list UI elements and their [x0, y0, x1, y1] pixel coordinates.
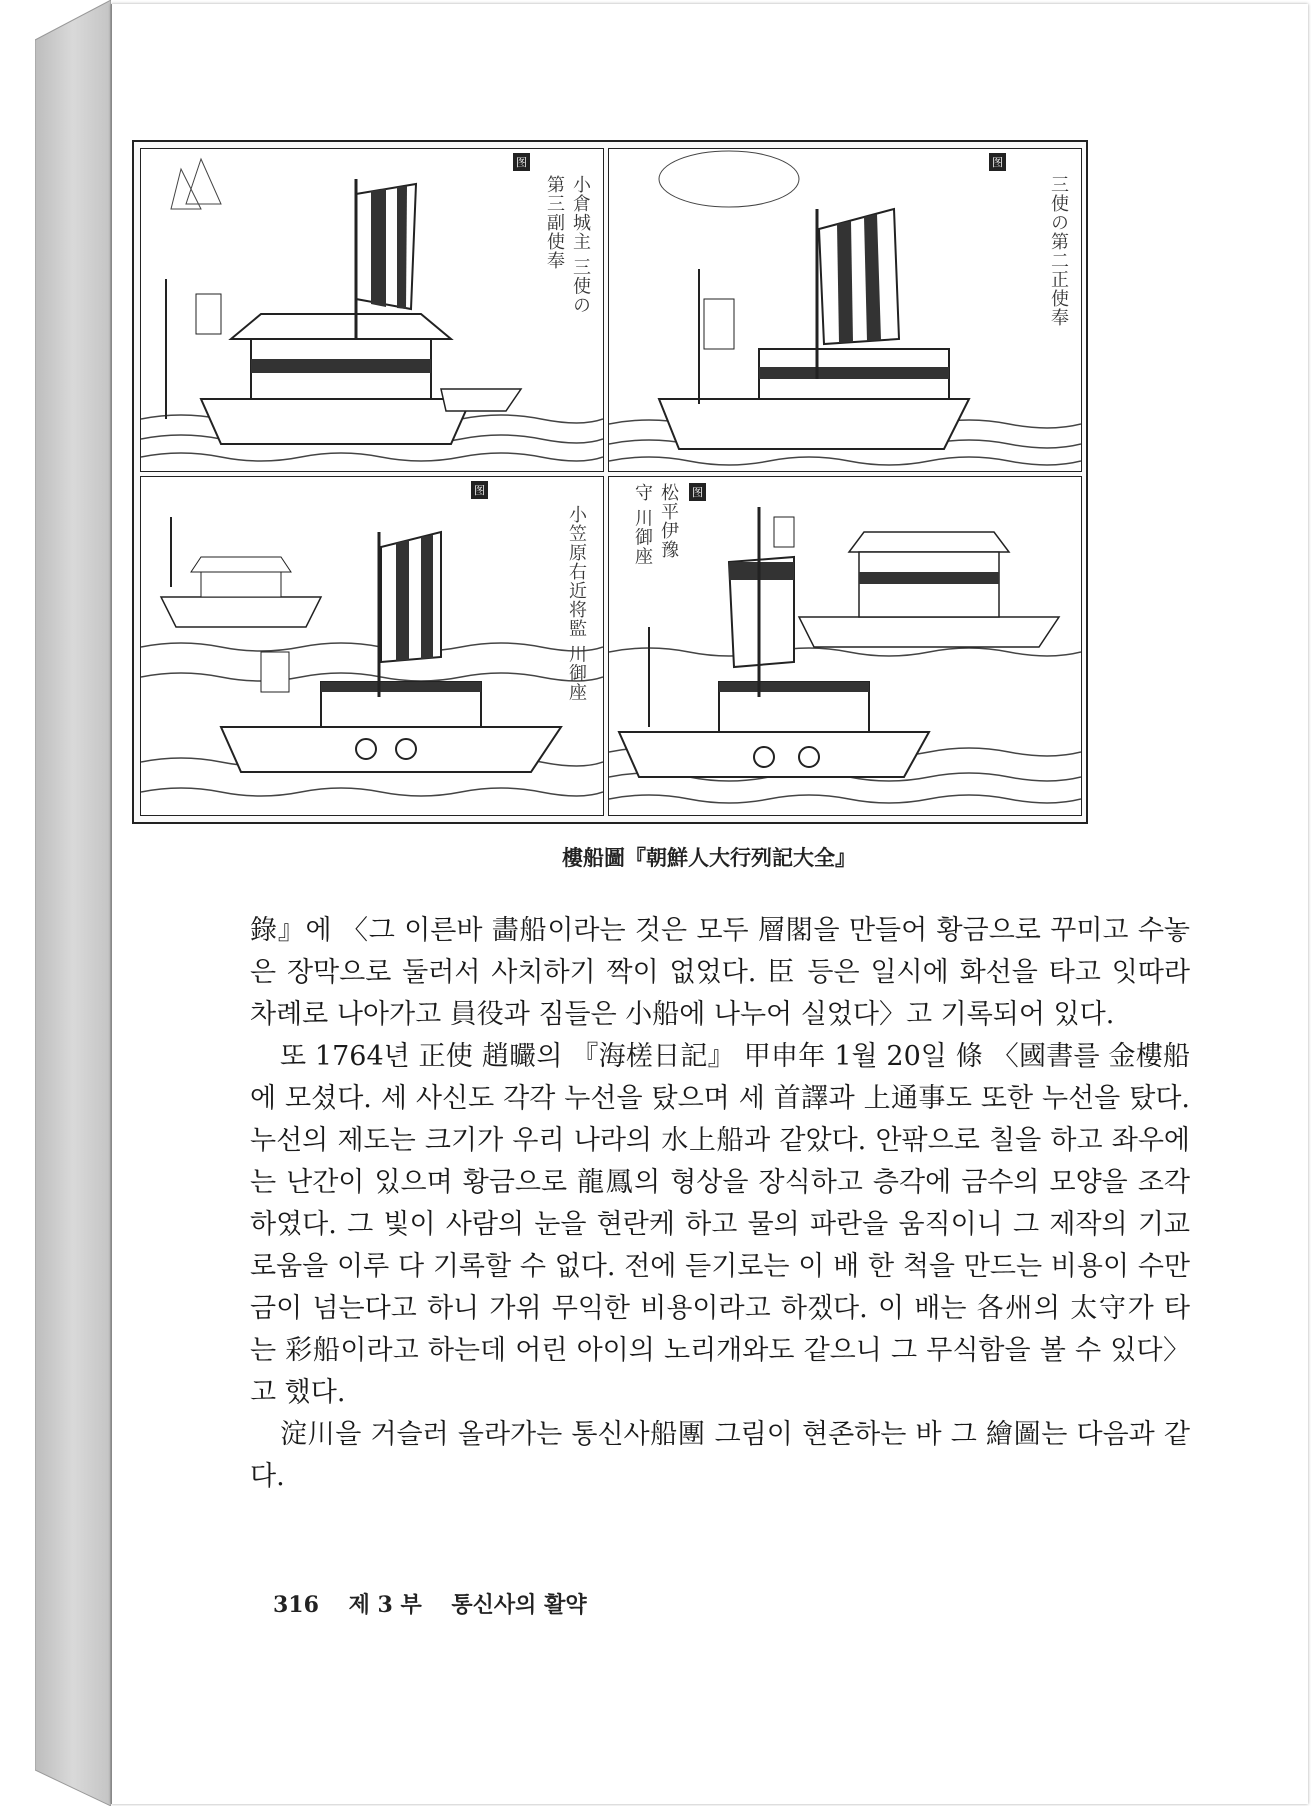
panel-top-right [608, 148, 1082, 472]
ship-illustration-figure [132, 140, 1088, 824]
ship-drawing-top-left [141, 149, 603, 471]
page-footer [273, 1588, 609, 1619]
panel-mark: 图 [513, 153, 530, 171]
page-number: 316 [273, 1592, 319, 1618]
panel-bottom-right [608, 476, 1082, 816]
figure-caption: 樓船圖『朝鮮人大行列記大全』 [562, 845, 856, 870]
paragraph: 또 1764년 正使 趙曮의 『海槎日記』 甲申年 1월 20일 條 〈國書를 金樓船에 모셨다. 세 사신도 각각 누선을 탔으며 세 首譯과 上通事도 또한 누선을 탔다. 누선의 제도는 크기가 우리 나라의 水上船과 같았다. 안팎으로 칠을 하고 좌우에는 난간이 있으며 황금으로 龍鳳의 형상을 장식하고 층각에 금수의 모양을 조각하였다. 그 빛이 사람의 눈을 현란케 하고 물의 파란을 움직이니 그 제작의 기교로움을 이루 다 기록할 수 없다. 전에 듣기로는 이 배 한 척을 만드는 비용이 수만금이 넘는다고 하니 가위 무익한 비용이라고 하겠다. 이 배는 各州의 太守가 타는 彩船이라고 하는데 어린 아이의 노리개와도 같으니 그 무식함을 볼 수 있다〉고 했다. [250, 1041, 1190, 1408]
book-spine [35, 0, 111, 1806]
body-text [250, 910, 1190, 1498]
panel-mark: 图 [471, 481, 488, 499]
panel-bottom-left [140, 476, 604, 816]
panel-inscription: 三使の第二正使奉 [1048, 175, 1069, 327]
part-label: 제 3 부 [348, 1592, 422, 1618]
panel-mark: 图 [989, 153, 1006, 171]
panel-mark: 图 [689, 483, 706, 501]
paragraph: 錄』에 〈그 이른바 畵船이라는 것은 모두 層閣을 만들어 황금으로 꾸미고 수놓은 장막으로 둘러서 사치하기 짝이 없었다. 臣 등은 일시에 화선을 타고 잇따라 차례로 나아가고 員役과 짐들은 小船에 나누어 실었다〉고 기록되어 있다. [250, 915, 1190, 1030]
ship-drawing-top-right [609, 149, 1081, 471]
paragraph: 淀川을 거슬러 올라가는 통신사船團 그림이 현존하는 바 그 繪圖는 다음과 같다. [250, 1419, 1190, 1492]
panel-inscription: 小笠原右近将監 川御座 [566, 505, 587, 702]
ship-drawing-bottom-left [141, 477, 603, 815]
panel-inscription: 松平伊豫守 川御座 [632, 483, 679, 566]
panel-inscription: 小倉城主 三使の第三副使奉 [544, 175, 591, 315]
section-title: 통신사의 활약 [451, 1592, 587, 1618]
panel-top-left [140, 148, 604, 472]
